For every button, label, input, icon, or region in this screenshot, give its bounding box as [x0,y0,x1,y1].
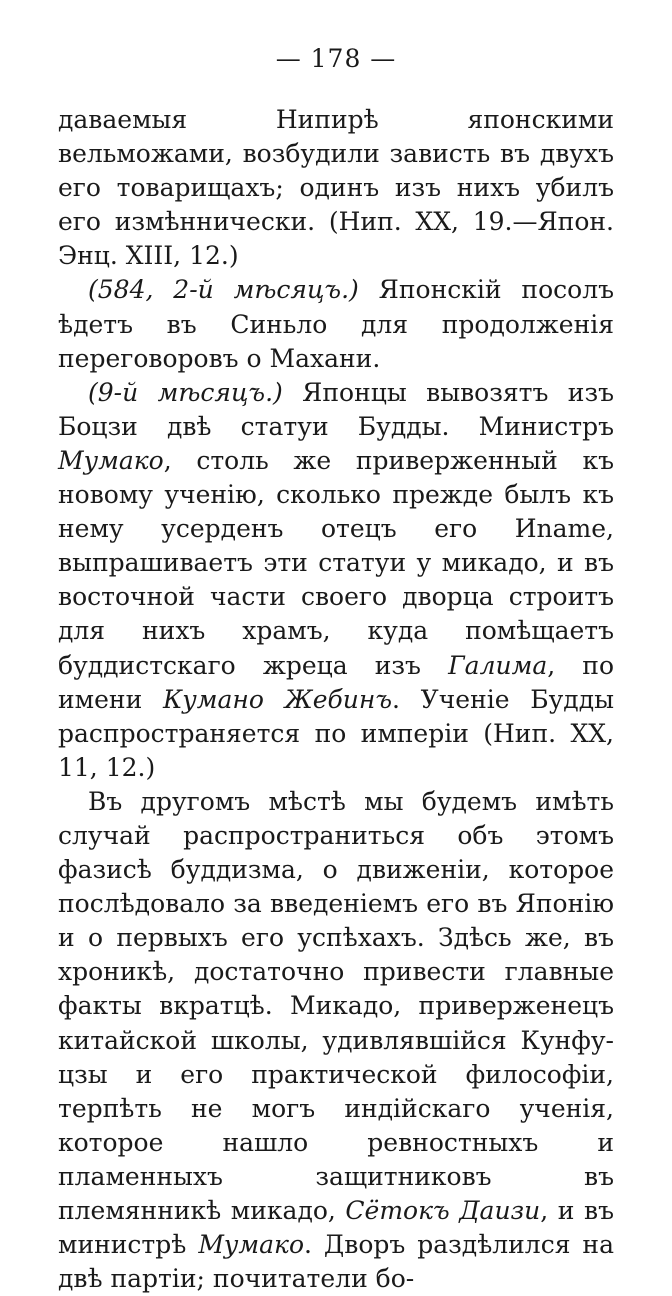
date-note-9th-month: (9-й мѣсяцъ.) [88,377,283,407]
paragraph-3 [58,376,614,785]
name-mumako-2: Мумако [198,1230,305,1260]
name-kumano-zhebin: Кумано Жебинъ [162,684,393,714]
paragraph-4-text-a: Въ другомъ мѣстѣ мы будемъ имѣть случай распространиться объ этомъ фазисѣ буддизма, о движеніи, которое послѣдовало за введеніемъ его въ Японію и о первыхъ его успѣхахъ. Здѣсь же, въ хроникѣ, достаточно привести главные факты вкратцѣ. Микадо, приверженецъ китайской школы, удивлявшійся Кунфу-цзы и его практической философіи, терпѣть не могъ индійскаго ученія, которое нашло ревностныхъ и пламенныхъ защитниковъ въ племянникѣ микадо, [58,786,614,1225]
date-note-584: (584, 2-й мѣсяцъ.) [88,275,359,305]
page-number: — 178 — [275,44,397,73]
name-mumako: Мумако [58,445,164,475]
paragraph-2-text: Японскій посолъ ѣдетъ въ Синьло для продолженія переговоровъ о Махани. [58,275,614,373]
paragraph-3-text-c: , по имени [58,650,615,714]
paragraph-4-text-b: , и въ министрѣ [58,1196,614,1260]
name-galima: Галима [448,650,548,680]
paragraph-3-text-a: Японцы вывозятъ изъ Боцзи двѣ статуи Будды. Министръ [58,377,614,441]
paragraph-4-text-c: . Дворъ раздѣлился на двѣ партіи; почитатели бо- [58,1230,614,1294]
paragraph-1 [58,103,614,273]
paragraph-1-text: даваемыя Нипирѣ японскими вельможами, возбудили зависть въ двухъ его товарищахъ; одинъ изъ нихъ убилъ его измѣннически. (Нип. XX, 19.—Япон. Энц. XIII, 12.) [58,105,614,271]
paragraph-4 [58,785,614,1296]
name-setok-daizi: Сётокъ Даизи [345,1196,541,1225]
paragraph-3-text-b: , столь же приверженный къ новому ученію, сколько прежде былъ къ нему усерденъ отецъ его Иname, выпрашиваетъ эти статуи у микадо, и въ восточной части своего дворца строитъ для нихъ храмъ, куда помѣщаетъ буддистскаго жреца изъ [58,445,614,680]
paragraph-2 [58,273,614,375]
body-text [58,103,614,1296]
paragraph-3-text-d: . Ученіе Будды распространяется по имперіи (Нип. XX, 11, 12.) [58,684,614,782]
